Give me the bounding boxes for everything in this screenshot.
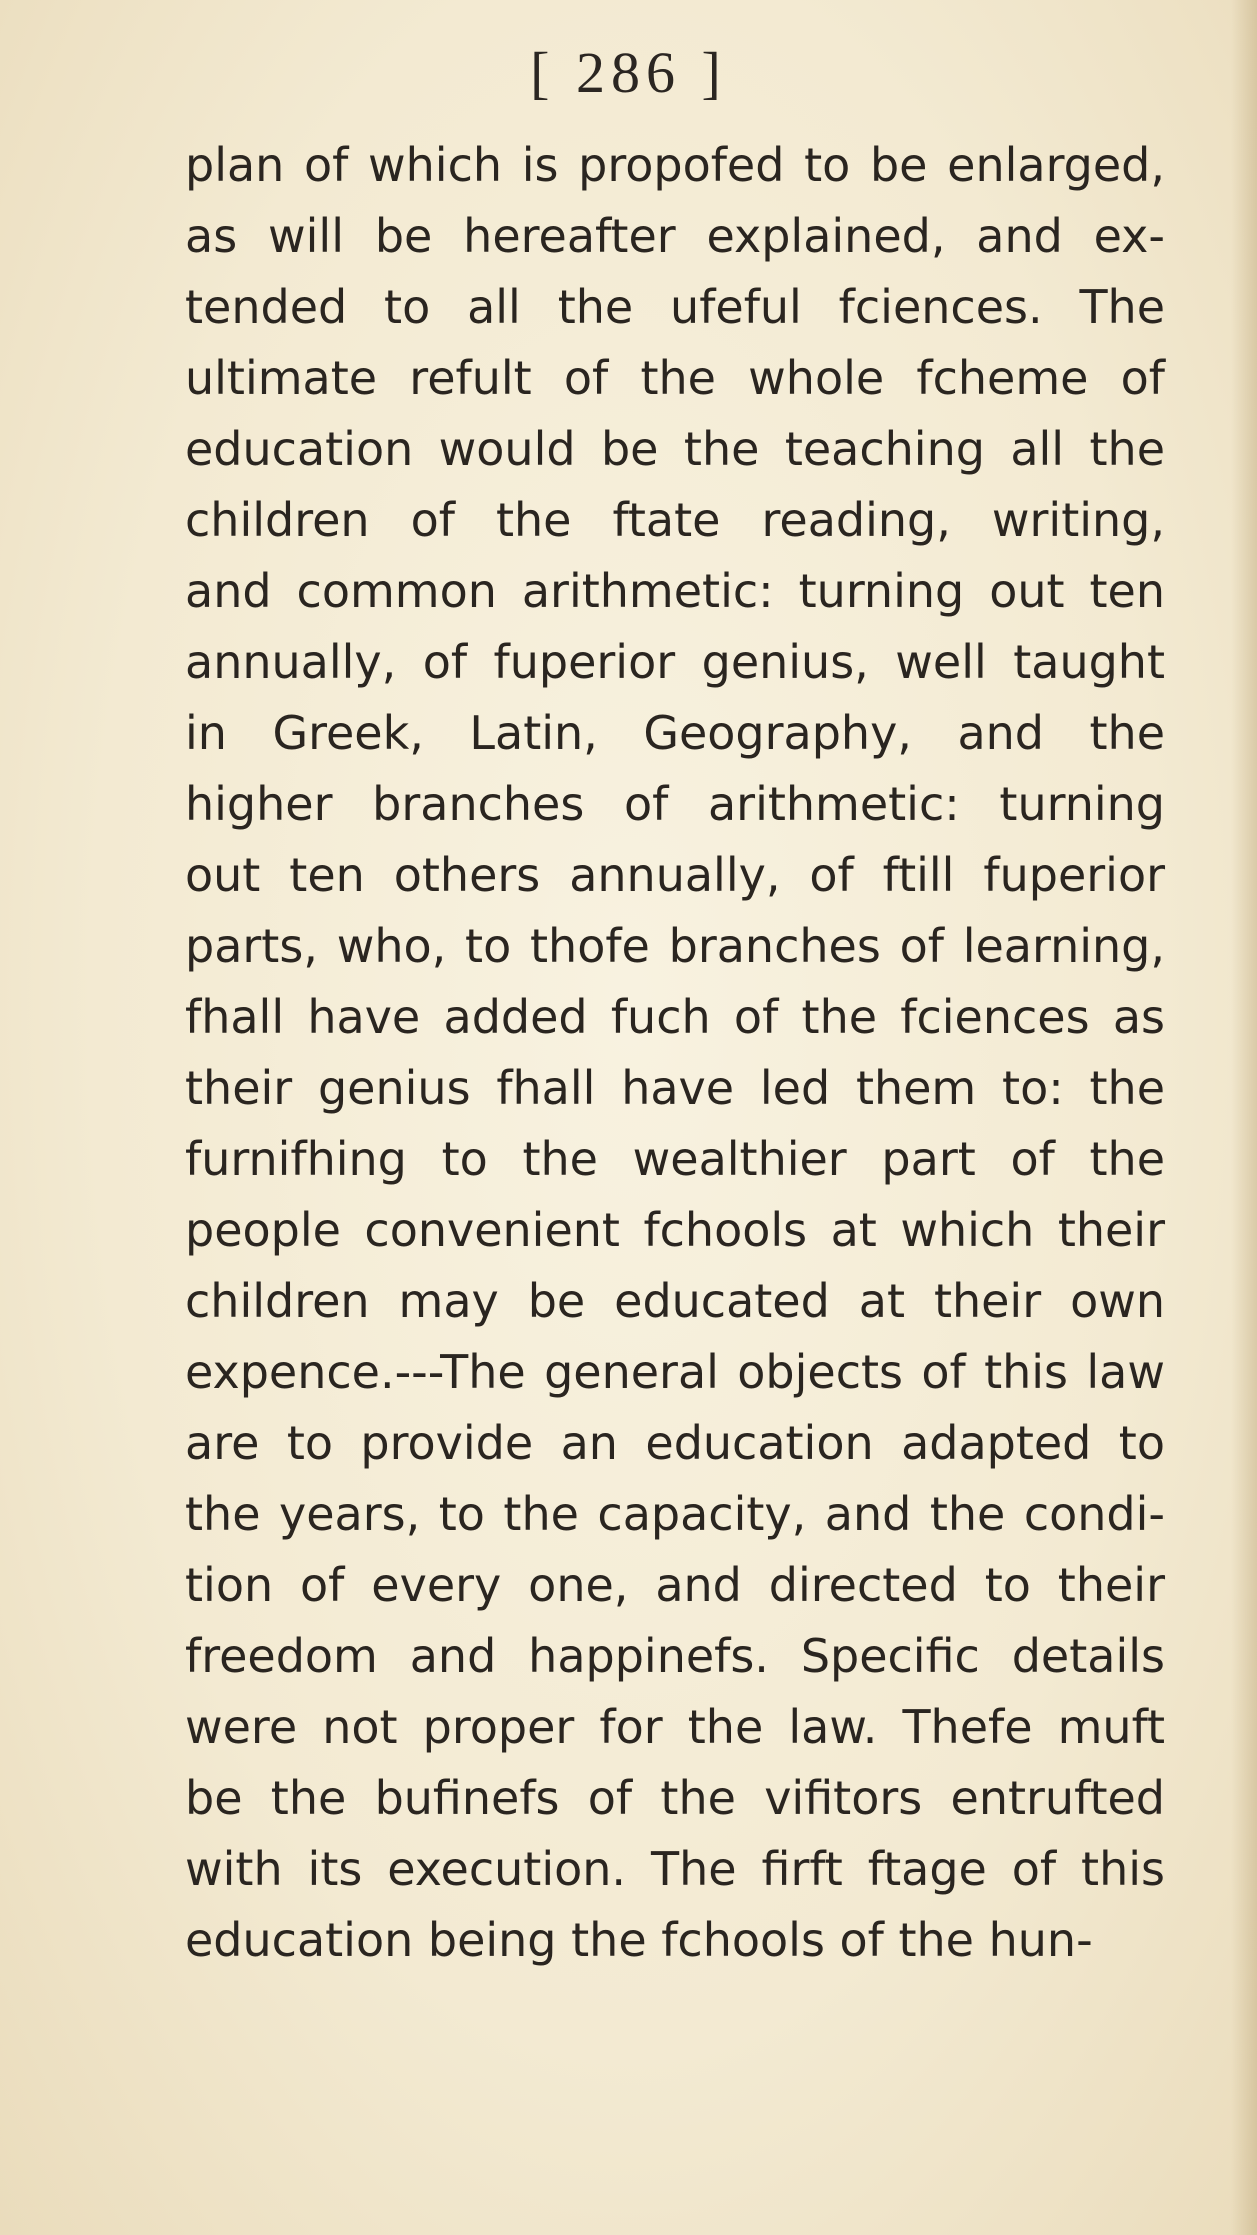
- text-line: out ten others annually, of ftill fuperior: [185, 848, 1165, 902]
- text-line: parts, who, to thofe branches of learning,: [185, 919, 1165, 973]
- text-line: were not proper for the law. Thefe muft: [185, 1700, 1165, 1754]
- text-line: children may be educated at their own: [185, 1274, 1165, 1328]
- text-line: are to provide an education adapted to: [185, 1416, 1165, 1470]
- text-line: expence.---The general objects of this law: [185, 1345, 1165, 1399]
- text-line: in Greek, Latin, Geography, and the: [185, 706, 1165, 760]
- text-line: fhall have added fuch of the fciences as: [185, 990, 1165, 1044]
- text-line: annually, of fuperior genius, well taught: [185, 635, 1165, 689]
- text-line: ultimate refult of the whole fcheme of: [185, 351, 1165, 405]
- text-line: be the bufinefs of the vifitors entrufted: [185, 1771, 1165, 1825]
- text-line: and common arithmetic: turning out ten: [185, 564, 1165, 618]
- text-line: tended to all the ufeful fciences. The: [185, 280, 1165, 334]
- body-text: [185, 130, 1165, 1976]
- text-line: as will be hereafter explained, and ex-: [185, 209, 1165, 263]
- text-line: plan of which is propofed to be enlarged,: [185, 138, 1165, 192]
- text-line: freedom and happinefs. Specific details: [185, 1629, 1165, 1683]
- text-line: their genius fhall have led them to: the: [185, 1061, 1165, 1115]
- text-line: people convenient fchools at which their: [185, 1203, 1165, 1257]
- text-line: higher branches of arithmetic: turning: [185, 777, 1165, 831]
- text-line: tion of every one, and directed to their: [185, 1558, 1165, 1612]
- text-line: education would be the teaching all the: [185, 422, 1165, 476]
- text-line: with its execution. The firft ftage of this: [185, 1842, 1165, 1896]
- page-number-header: [ 286 ]: [530, 40, 727, 105]
- text-line: children of the ftate reading, writing,: [185, 493, 1165, 547]
- text-line: education being the fchools of the hun-: [185, 1913, 1093, 1967]
- page-edge-shadow: [1231, 0, 1257, 2235]
- text-line: the years, to the capacity, and the condi-: [185, 1487, 1165, 1541]
- text-line: furnifhing to the wealthier part of the: [185, 1132, 1165, 1186]
